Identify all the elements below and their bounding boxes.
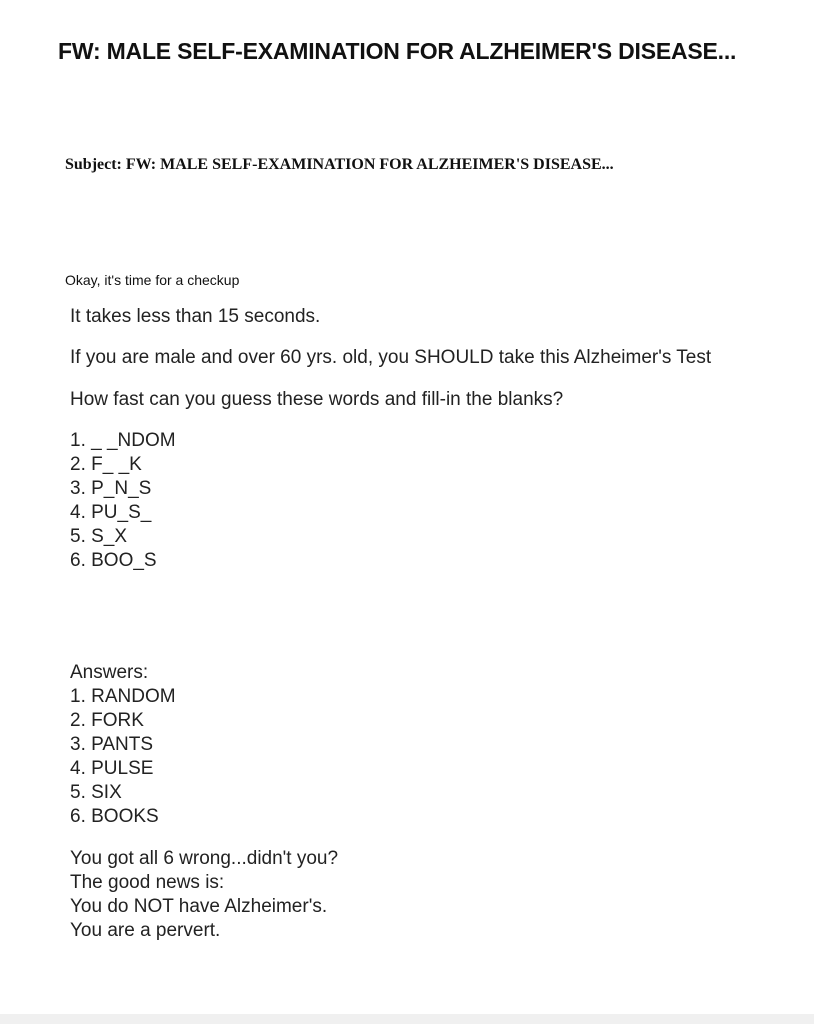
closing-line: The good news is: (70, 872, 225, 893)
answer-item: 3. PANTS (70, 734, 154, 755)
answer-item: 1. RANDOM (70, 686, 176, 707)
email-subject: Subject: FW: MALE SELF-EXAMINATION FOR ALZHEIMER'S DISEASE... (65, 156, 614, 173)
closing-section (70, 847, 338, 943)
paragraph-instructions: How fast can you guess these words and fill-in the blanks? (70, 389, 564, 410)
question-item: 3. P_N_S (70, 478, 152, 499)
paragraph-audience: If you are male and over 60 yrs. old, you SHOULD take this Alzheimer's Test (70, 347, 712, 368)
question-item: 1. _ _NDOM (70, 430, 176, 451)
question-item: 4. PU_S_ (70, 502, 152, 523)
question-list (70, 429, 176, 573)
answers-heading: Answers: (70, 662, 149, 683)
answer-item: 2. FORK (70, 710, 144, 731)
paragraph-duration: It takes less than 15 seconds. (70, 306, 321, 327)
closing-line: You got all 6 wrong...didn't you? (70, 848, 339, 869)
answer-item: 5. SIX (70, 782, 122, 803)
closing-line: You do NOT have Alzheimer's. (70, 896, 328, 917)
bottom-bar (0, 1014, 814, 1024)
closing-line: You are a pervert. (70, 920, 221, 941)
document-title: FW: MALE SELF-EXAMINATION FOR ALZHEIMER'S DISEASE... (58, 38, 737, 64)
intro-text: Okay, it's time for a checkup (65, 272, 240, 288)
answers-section (70, 661, 176, 829)
question-item: 6. BOO_S (70, 550, 157, 571)
answer-item: 6. BOOKS (70, 806, 159, 827)
answer-item: 4. PULSE (70, 758, 154, 779)
question-item: 5. S_X (70, 526, 128, 547)
question-item: 2. F_ _K (70, 454, 142, 475)
